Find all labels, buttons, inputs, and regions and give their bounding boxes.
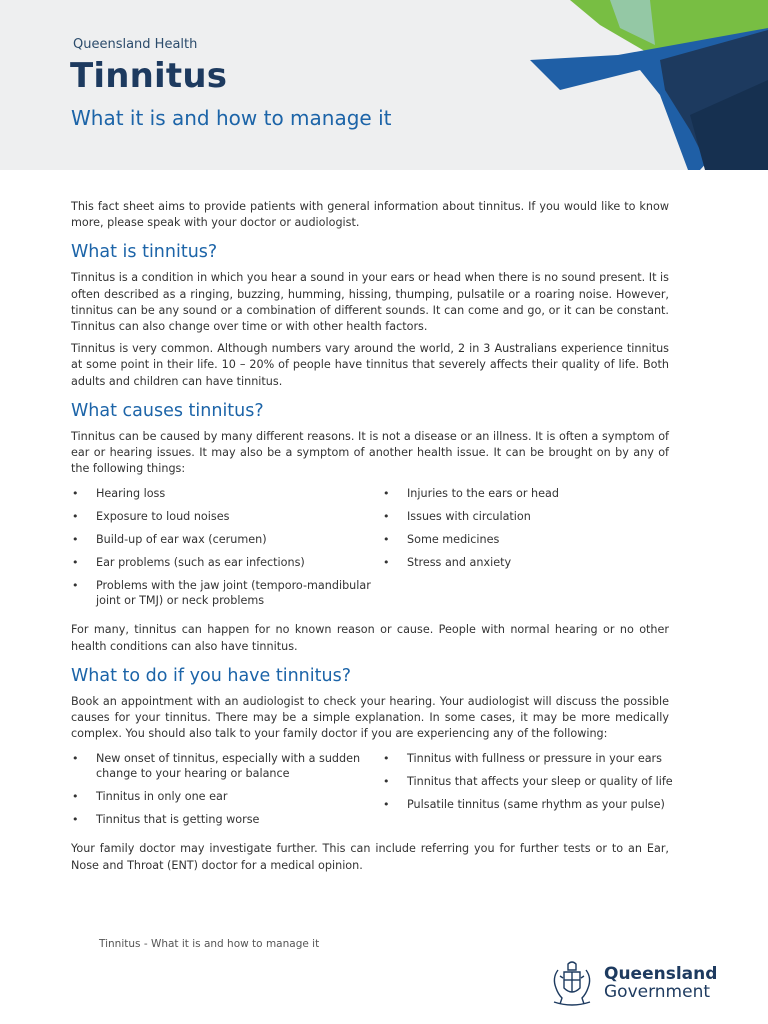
list-item: • New onset of tinnitus, especially with a sudden change to your hearing or balance bbox=[72, 752, 361, 781]
what-is-paragraph-1: Tinnitus is a condition in which you hear a sound in your ears or head when there is no sound present. It is often described as a ringing, buzzing, humming, hissing, thumping, pulsatile or a roaring noise. However, tinnitus can be any sound or a combination of different sounds. It can come and go, or it can be constant. Tinnitus can also change over time or with other health factors. bbox=[71, 271, 669, 334]
bullet-icon: • bbox=[383, 752, 390, 766]
brand-label: Queensland Health bbox=[73, 37, 198, 52]
list-item: • Issues with circulation bbox=[383, 510, 531, 524]
list-item: • Pulsatile tinnitus (same rhythm as your pulse) bbox=[383, 798, 665, 812]
page-title: Tinnitus bbox=[70, 56, 228, 96]
gov-line-1: Queensland bbox=[604, 964, 718, 984]
bullet-icon: • bbox=[383, 510, 390, 524]
list-item: • Injuries to the ears or head bbox=[383, 487, 559, 501]
list-item: • Ear problems (such as ear infections) bbox=[72, 556, 305, 570]
heading-what-to-do: What to do if you have tinnitus? bbox=[71, 665, 351, 686]
causes-list bbox=[70, 486, 710, 616]
list-item: • Problems with the jaw joint (temporo-mandibular joint or TMJ) or neck problems bbox=[72, 579, 371, 608]
list-item: • Exposure to loud noises bbox=[72, 510, 230, 524]
header-banner bbox=[0, 0, 768, 170]
list-item: • Hearing loss bbox=[72, 487, 166, 501]
causes-intro: Tinnitus can be caused by many different reasons. It is not a disease or an illness. It is often a symptom of ear or hearing issues. It may also be a symptom of another health issue. It can be brought on by any of the following things: bbox=[71, 429, 669, 476]
bullet-icon: • bbox=[72, 752, 79, 766]
intro-paragraph: This fact sheet aims to provide patients with general information about tinnitus. If you would like to know more, please speak with your doctor or audiologist. bbox=[71, 200, 669, 230]
bullet-icon: • bbox=[383, 556, 390, 570]
causes-outro: For many, tinnitus can happen for no known reason or cause. People with normal hearing or no other health conditions can also have tinnitus. bbox=[71, 623, 669, 653]
list-item: • Tinnitus with fullness or pressure in your ears bbox=[383, 752, 662, 766]
bullet-icon: • bbox=[72, 556, 79, 570]
bullet-icon: • bbox=[383, 487, 390, 501]
causes-list-left bbox=[70, 486, 381, 616]
heading-what-is: What is tinnitus? bbox=[71, 242, 218, 263]
list-item: • Tinnitus in only one ear bbox=[72, 790, 228, 804]
bullet-icon: • bbox=[72, 487, 79, 501]
list-item: • Some medicines bbox=[383, 533, 500, 547]
bullet-icon: • bbox=[72, 579, 79, 593]
list-item: • Stress and anxiety bbox=[383, 556, 512, 570]
running-footer: Tinnitus - What it is and how to manage it bbox=[99, 938, 320, 950]
symptoms-list-left bbox=[70, 751, 381, 835]
bullet-icon: • bbox=[72, 510, 79, 524]
bullet-icon: • bbox=[383, 798, 390, 812]
symptoms-list bbox=[70, 751, 710, 835]
list-item: • Tinnitus that affects your sleep or quality of life bbox=[383, 775, 673, 789]
gov-line-2: Government bbox=[604, 982, 711, 1002]
list-item: • Build-up of ear wax (cerumen) bbox=[72, 533, 267, 547]
heading-causes: What causes tinnitus? bbox=[71, 400, 264, 421]
symptoms-list-right bbox=[381, 751, 710, 835]
queensland-government-logo bbox=[548, 958, 717, 1008]
what-to-do-intro: Book an appointment with an audiologist to check your hearing. Your audiologist will discuss the possible causes for your tinnitus. There may be a simple explanation. In some cases, it may be more medically complex. You should also talk to your family doctor if you are experiencing any of the following: bbox=[71, 694, 669, 741]
what-is-paragraph-2: Tinnitus is very common. Although numbers vary around the world, 2 in 3 Australians experience tinnitus at some point in their life. 10 – 20% of people have tinnitus that severely affects their quality of life. Both adults and children can have tinnitus. bbox=[71, 342, 669, 388]
bullet-icon: • bbox=[72, 790, 79, 804]
causes-list-right bbox=[381, 486, 710, 616]
bullet-icon: • bbox=[72, 533, 79, 547]
fact-sheet-body bbox=[71, 199, 673, 874]
what-to-do-outro: Your family doctor may investigate further. This can include referring you for further tests or to an Ear, Nose and Throat (ENT) doctor for a medical opinion. bbox=[71, 842, 669, 872]
list-item: • Tinnitus that is getting worse bbox=[72, 813, 260, 827]
coat-of-arms-icon bbox=[548, 958, 596, 1008]
bullet-icon: • bbox=[72, 813, 79, 827]
page-subtitle: What it is and how to manage it bbox=[71, 106, 392, 130]
bullet-icon: • bbox=[383, 775, 390, 789]
bullet-icon: • bbox=[383, 533, 390, 547]
gov-wordmark bbox=[604, 965, 717, 1001]
